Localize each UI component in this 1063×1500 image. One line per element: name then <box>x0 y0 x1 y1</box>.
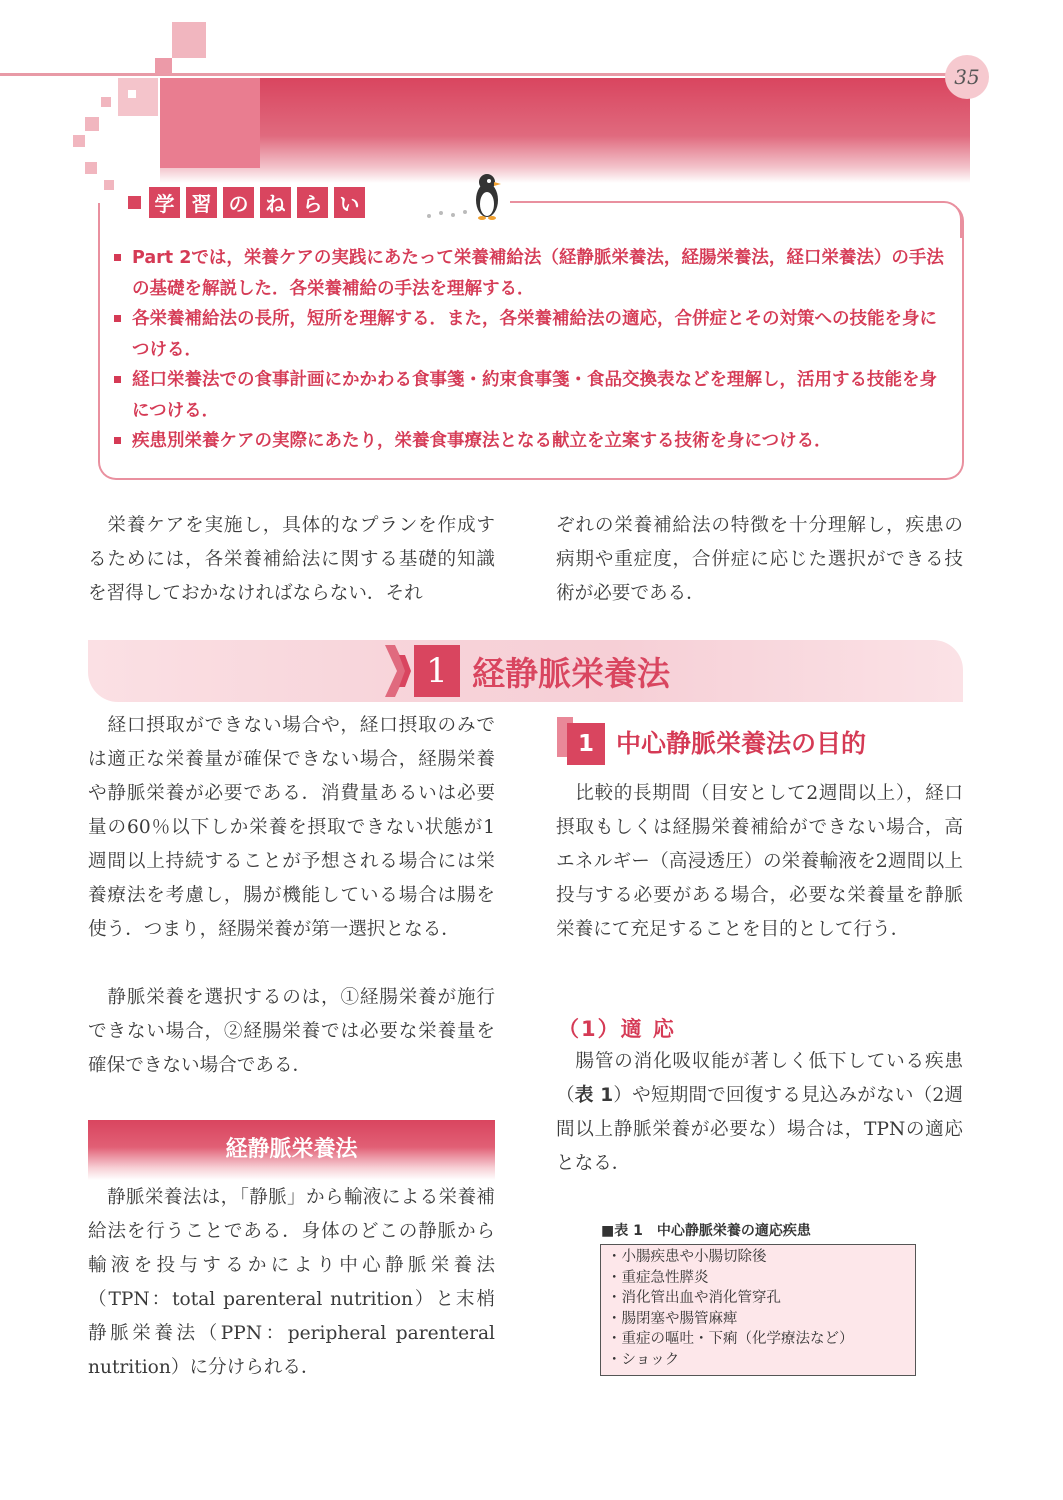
objective-item: Part 2では，栄養ケアの実践にあたって栄養補給法（経静脈栄養法，経腸栄養法，経口栄養法）の手法の基礎を解説した．各栄養補給の手法を理解する． <box>112 243 952 304</box>
objectives-box-border <box>510 201 940 203</box>
header-band-accent <box>160 78 260 168</box>
table-row: ・消化管出血や消化管穿孔 <box>607 1290 781 1306</box>
objectives-list <box>112 243 952 457</box>
decor-square <box>73 135 85 147</box>
objectives-title <box>128 187 371 218</box>
table-caption: ■表 1 中心静脈栄養の適応疾患 <box>601 1223 811 1239</box>
objective-item: 各栄養補給法の長所，短所を理解する．また，各栄養補給法の適応，合併症とその対策への技能を身につける． <box>112 304 952 365</box>
decor-square <box>118 78 158 116</box>
title-char: い <box>334 187 365 218</box>
section-number: 1 <box>414 645 460 697</box>
decor-square <box>172 22 206 58</box>
paragraph-text: 腸管の消化吸収能が著しく低下している疾患（ <box>556 1051 963 1106</box>
objective-item: 疾患別栄養ケアの実際にあたり，栄養食事療法となる献立を立案する技術を身につける． <box>112 426 952 457</box>
header-band <box>160 78 970 183</box>
section-title: 経静脈栄養法 <box>472 654 670 693</box>
indication-heading: （1）適 応 <box>558 1017 676 1041</box>
left-paragraph-3: 静脈栄養法は，「静脈」から輸液による栄養補給法を行うことである．身体のどこの静脈から輸液を投与するかにより中心静脈栄養法（TPN：total parenteral nutrition）と末梢静脈栄養法（PPN：peripheral parenteral nutrition）に分けられる． <box>88 1187 495 1378</box>
box-heading: 経静脈栄養法 <box>225 1137 358 1162</box>
left-paragraph-1: 経口摂取ができない場合や，経口摂取のみでは適正な栄養量が確保できない場合，経腸栄養や静脈栄養が必要である．消費量あるいは必要量の60％以下しか栄養を摂取できない状態が1週間以上持続することが予想される場合には栄養療法を考慮し，腸が機能している場合は腸を使う．つまり，経腸栄養が第一選択となる． <box>88 715 495 940</box>
paragraph-text: ）や短期間で回復する見込みがない（2週間以上静脈栄養が必要な）場合は，TPNの適応となる． <box>556 1085 963 1174</box>
title-char: 学 <box>149 187 180 218</box>
right-paragraph-2 <box>556 1045 963 1181</box>
table-row: ・腸閉塞や腸管麻痺 <box>607 1310 738 1327</box>
title-char: ね <box>260 187 291 218</box>
table-row: ・小腸疾患や小腸切除後 <box>607 1249 767 1265</box>
intro-left: 栄養ケアを実施し，具体的なプランを作成するためには，各栄養補給法に関する基礎的知識を習得しておかなければならない．それ <box>88 515 495 604</box>
left-paragraph-2: 静脈栄養を選択するのは，①経腸栄養が施行できない場合，②経腸栄養では必要な栄養量を確保できない場合である． <box>88 987 495 1076</box>
title-char: 習 <box>186 187 217 218</box>
right-paragraph-1: 比較的長期間（目安として2週間以上），経口摂取もしくは経腸栄養補給ができない場合，高エネルギー（高浸透圧）の栄養輸液を2週間以上投与する必要がある場合，必要な栄養量を静脈栄養にて充足することを目的として行う． <box>556 783 963 940</box>
table-row: ・重症急性膵炎 <box>607 1269 709 1286</box>
subsection-title: 中心静脈栄養法の目的 <box>616 729 867 758</box>
decor-square <box>104 180 114 190</box>
section-arrow-icon <box>383 645 411 697</box>
subsection-number: 1 <box>567 723 605 765</box>
table-row: ・ショック <box>607 1351 680 1368</box>
objectives-box-corner <box>925 201 962 238</box>
intro-right: ぞれの栄養補給法の特徴を十分理解し，疾患の病期や重症度，合併症に応じた選択ができる技術が必要である． <box>556 515 963 604</box>
decor-square <box>85 117 99 131</box>
title-marker <box>128 196 141 209</box>
title-char: ら <box>297 187 328 218</box>
decor-square <box>128 90 136 98</box>
table-reference: 表 1 <box>574 1085 614 1106</box>
header-rule <box>0 73 960 76</box>
objective-item: 経口栄養法での食事計画にかかわる食事箋・約束食事箋・食品交換表などを理解し，活用する技能を身につける． <box>112 365 952 426</box>
decor-square <box>101 97 111 107</box>
decor-square <box>85 162 97 174</box>
table-box <box>600 1244 916 1376</box>
page-number: 35 <box>945 55 989 99</box>
penguin-icon <box>415 170 505 222</box>
decor-square <box>155 58 172 75</box>
table-row: ・重症の嘔吐・下痢（化学療法など） <box>607 1331 854 1347</box>
title-char: の <box>223 187 254 218</box>
